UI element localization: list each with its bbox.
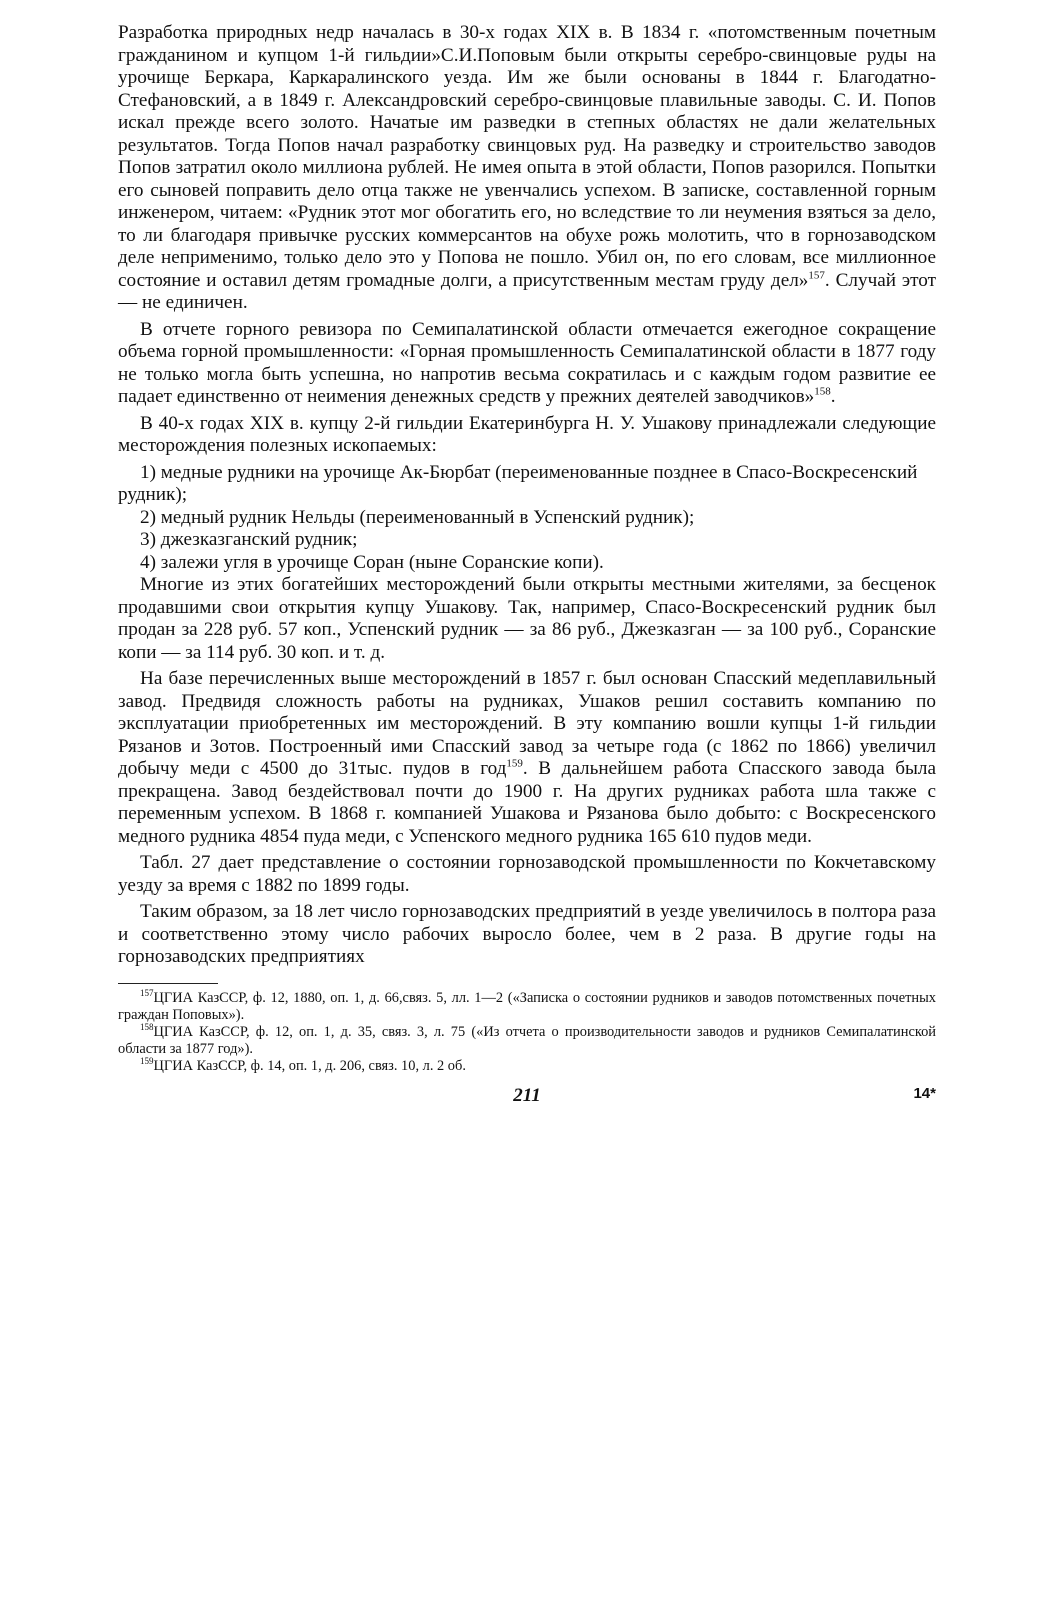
footnote-ref[interactable]: 157 [808,269,825,282]
page-body [118,22,936,1115]
paragraph-tail: . [830,386,836,407]
paragraph-conclusion: Таким образом, за 18 лет число горнозаводских предприятий в уезде увеличилось в полтора раза и соответственно этому число рабочих выросло более, чем в 2 раза. В другие годы на горнозаводских предприятиях [118,901,936,967]
footnote-ref[interactable]: 159 [506,757,523,770]
footnote-text: ЦГИА КазССР, ф. 12, оп. 1, д. 35, связ. 3, л. 75 («Из отчета о производительности заводов и рудников Семипалатинской области за 1877 год»). [118,1023,936,1057]
signature-mark: 14* [913,1084,936,1102]
footnote-number: 159 [140,1055,154,1066]
footnote-number: 157 [140,987,154,998]
list-item: 3) джезказганский рудник; [140,529,358,550]
list-item: 2) медный рудник Нельды (переименованный в Успенский рудник); [140,506,695,528]
paragraph-tail: . Случай этот — не единичен. [118,269,937,313]
list-item: 1) медные рудники на урочище Ак-Бюрбат (переименованные позднее в Спасо-Воскресенский рудник); [118,461,918,505]
paragraph-revizor [118,319,936,409]
footnote [118,1055,936,1075]
paragraph-text: На базе перечисленных выше месторождений в 1857 г. был основан Спасский медеплавильный завод. Предвидя сложность работы на рудниках, Ушаков решил составить компанию по эксплуатации приобретенных им месторождений. В эту компанию вошли купцы 1-й гильдии Рязанов и Зотов. Построенный ими Спасский завод за четыре года (с 1862 по 1866) увеличил добычу меди с 4500 до 31тыс. пудов в год [118,668,936,779]
paragraph-spassky [118,668,936,848]
paragraph-text: В отчете горного ревизора по Семипалатинской области отмечается ежегодное сокращение объема горной промышленности: «Горная промышленность Семипалатинской области в 1877 году не только могла быть успешна, но напротив весьма сократилась и с каждым годом развитие ее падает единственно от неимения денежных средств у прежних деятелей заводчиков» [118,318,936,407]
footnote [118,1021,936,1058]
footnote-divider [118,983,218,984]
page-footer [118,1085,936,1115]
paragraph-discoveries: Многие из этих богатейших месторождений были открыты местными жителями, за бесценок продавшими свои открытия купцу Ушакову. Так, например, Спасо-Воскресенский рудник был продан за 228 руб. 57 коп., Успенский рудник — за 86 руб., Джезказган — за 100 руб., Соранские копи — за 114 руб. 30 коп. и т. д. [118,574,936,663]
paragraph-ushakov [118,413,936,458]
list-item: 4) залежи угля в урочище Соран (ныне Соранские копи). [140,551,604,573]
footnote-ref[interactable]: 158 [814,385,831,398]
paragraph-text: Разработка природных недр началась в 30-х годах XIX в. В 1834 г. «потомственным почетным гражданином и купцом 1-й гильдии»С.И.Поповым были открыты серебро-свинцовые руды на урочище Беркара, Каркаралинского уезда. Им же были основаны в 1844 г. Благодатно-Стефановский, а в 1849 г. Александровский серебро-свинцовые плавильные заводы. С. И. Попов искал прежде всего золото. Начатые им разведки в степных областях не дали желательных результатов. Тогда Попов начал разработку свинцовых руд. На разведку и строительство заводов Попов затратил около миллиона рублей. Не имея опыта в этой области, Попов разорился. Попытки его сыновей поправить дело отца также не увенчались успехом. В записке, составленной горным инженером, читаем: «Рудник этот мог обогатить его, но вследствие то ли неумения взяться за дело, то ли благодаря привычке русских коммерсантов на обухе рожь молотить, что в горнозаводском деле неприменимо, только дело это у Попова не пошло. Убил он, по его словам, все миллионное состояние и оставил детям громадные долги, а присутственным местам груду дел» [118,22,936,291]
footnote [118,987,936,1024]
paragraph-table-ref: Табл. 27 дает представление о состоянии горнозаводской промышленности по Кокчетавскому уезду за время с 1882 по 1899 годы. [118,852,936,896]
footnote-text: ЦГИА КазССР, ф. 12, 1880, оп. 1, д. 66,связ. 5, лл. 1—2 («Записка о состоянии рудников и заводов потомственных почетных граждан Поповых»). [118,989,936,1023]
paragraph-text: В 40-х годах XIX в. купцу 2-й гильдии Екатеринбурга Н. У. Ушакову принадлежали следующие месторождения полезных ископаемых: [118,412,936,456]
paragraph-tail: . В дальнейшем работа Спасского завода была прекращена. Завод бездействовал почти до 1900 г. На других рудниках работа шла также с переменным успехом. В 1868 г. компанией Ушакова и Рязанова было добыто: с Воскресенского медного рудника 4854 пуда меди, с Успенского медного рудника 165 610 пудов меди. [118,758,936,847]
page-number: 211 [513,1084,541,1106]
paragraph-popov [118,22,936,315]
footnote-number: 158 [140,1021,154,1032]
footnote-text: ЦГИА КазССР, ф. 14, оп. 1, д. 206, связ. 10, л. 2 об. [153,1057,466,1074]
